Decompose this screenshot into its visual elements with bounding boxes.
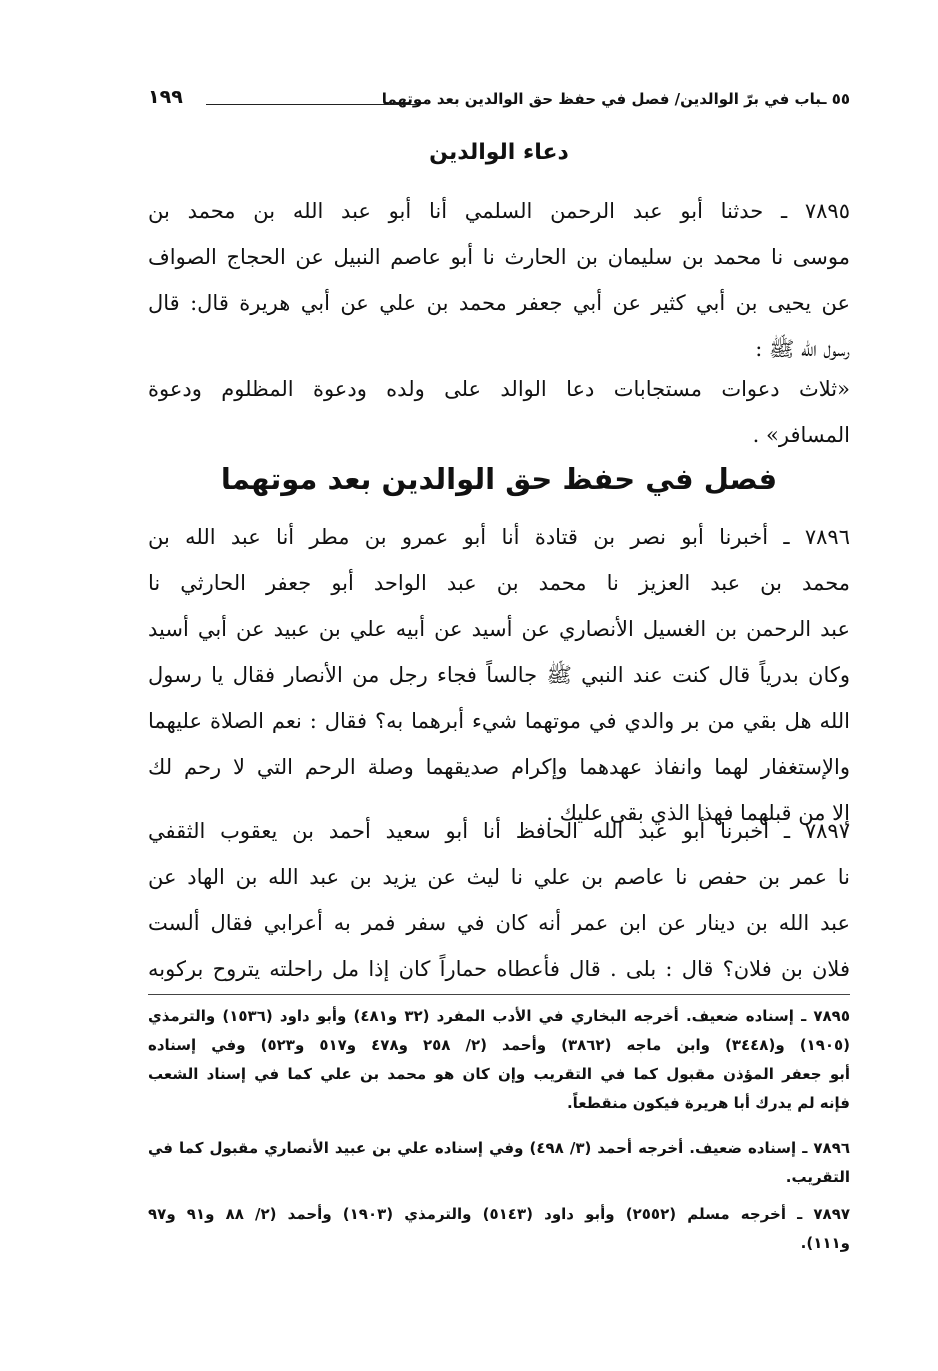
hadith-7897 [148,808,850,992]
text-line: محمد بن عبد العزيز نا محمد بن عبد الواحد أبو جعفر الحارثي نا [148,571,850,595]
footnote-line: أبو جعفر المؤذن مقبول كما في التقريب وإن كان هو محمد بن علي كما في إسناد الشعب [148,1065,850,1083]
text-line: عبد الرحمن بن الغسيل الأنصاري عن أسيد عن أبيه علي بن عبيد عن أبي أسيد [148,617,850,641]
text-line: ٧٨٩٦ ـ أخبرنا أبو نصر بن قتادة أنا أبو عمرو بن مطر أنا عبد الله بن [148,525,850,549]
hadith-7895-matn [148,366,850,458]
text-line: رسول الله ﷺ : [755,337,850,361]
chapter-heading: فصل في حفظ حق الوالدين بعد موتهما [220,462,778,496]
text-line: المسافر» . [752,423,850,447]
footnote-line: ٧٨٩٧ ـ أخرجه مسلم (٢٥٥٢) وأبو داود (٥١٤٣) والترمذي (١٩٠٣) وأحمد (٢/ ٨٨ و٩١ و٩٧ [148,1205,850,1223]
running-header [148,86,850,118]
footnote-line: ٧٨٩٦ ـ إسناده ضعيف. أخرجه أحمد (٣/ ٤٩٨) وفي إسناده علي بن عبيد الأنصاري مقبول كما في [148,1139,850,1157]
text-line: عبد الله بن دينار عن ابن عمر أنه كان في سفر فمر به أعرابي فقال ألست [148,911,850,935]
footnote-line: التقريب. [785,1168,850,1186]
footnote-line: فإنه لم يدرك أبا هريرة فيكون منقطعاً. [566,1094,850,1112]
text-line: والإستغفار لهما وانفاذ عهدهما وإكرام صديقهما وصلة الرحم التي لا رحم لك [148,755,850,779]
text-line: ٧٨٩٧ ـ أخبرنا أبو عبد الله الحافظ أنا أبو سعيد أحمد بن يعقوب الثقفي [148,819,850,843]
text-line: ٧٨٩٥ ـ حدثنا أبو عبد الرحمن السلمي أنا أبو عبد الله بن محمد بن [148,199,850,223]
hadith-7896 [148,514,850,836]
page-number: ١٩٩ [148,86,183,108]
text-line: عن يحيى بن أبي كثير عن أبي جعفر محمد بن علي عن أبي هريرة قال: قال [148,291,850,315]
footnote-line: ٧٨٩٥ ـ إسناده ضعيف. أخرجه البخاري في الأدب المفرد (٣٢ و٤٨١) وأبو داود (١٥٣٦) والترمذي [148,1007,850,1025]
footnote-line: (١٩٠٥) و(٣٤٤٨) وابن ماجه (٣٨٦٢) وأحمد (٢/ ٢٥٨ و٤٧٨ و٥١٧ و٥٢٣) وفي إسناده [148,1036,850,1054]
footnote-7896 [148,1134,850,1192]
running-header-title: ٥٥ ـباب في برّ الوالدين/ فصل في حفظ حق الوالدين بعد موتهما [381,90,850,108]
text-line: إلا من قبلهما فهذا الذي بقى عليك . [546,801,850,825]
hadith-7895 [148,188,850,372]
header-rule [206,104,418,105]
text-line: نا عمر بن حفص نا عاصم بن علي نا ليث عن يزيد بن عبد الله بن الهاد عن [148,865,850,889]
footnote-separator [148,994,850,995]
footnote-line: و١١١). [800,1234,850,1252]
text-line: الله هل بقي من بر والدي في موتهما شيء أبرهما به؟ فقال : نعم الصلاة عليهما [148,709,850,733]
footnote-7897 [148,1200,850,1258]
text-line: «ثلاث دعوات مستجابات دعا الوالد على ولده ودعوة المظلوم ودعوة [148,377,850,401]
text-line: موسى نا محمد بن سليمان بن الحارث نا أبو عاصم النبيل عن الحجاج الصواف [148,245,850,269]
section-heading: دعاء الوالدين [429,140,569,165]
footnote-7895 [148,1002,850,1118]
text-line: فلان بن فلان؟ قال : بلى . قال فأعطاه حماراً كان إذا مل راحلته يتروح بركوبه [148,957,850,981]
text-line: وكان بدرياً قال كنت عند النبي ﷺ جالساً فجاء رجل من الأنصار فقال يا رسول [148,663,850,687]
